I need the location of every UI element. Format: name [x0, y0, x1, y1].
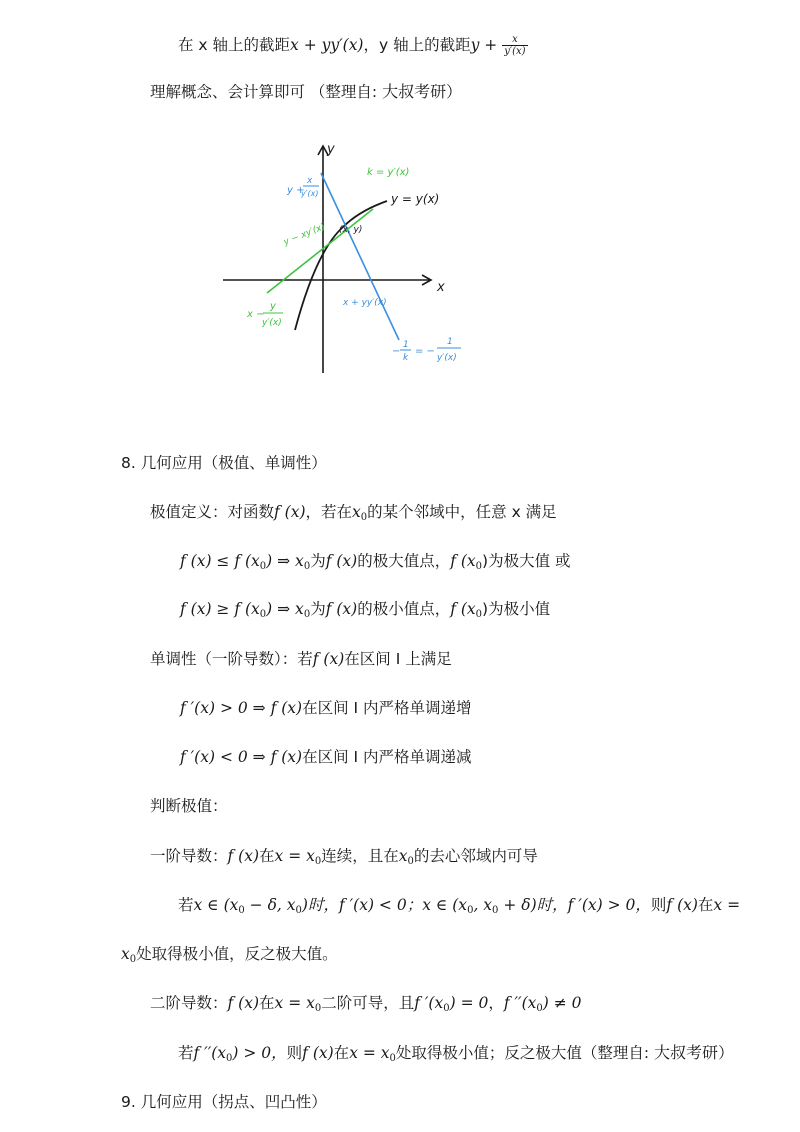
text: 连续，且在	[321, 847, 399, 865]
intercept-text-2: ，y 轴上的截距	[363, 36, 471, 54]
math: f (x	[450, 552, 476, 570]
math: ) ⇒ x	[266, 600, 304, 618]
math: f (x)	[274, 503, 306, 521]
math: x	[398, 847, 408, 865]
svg-text:x: x	[307, 176, 313, 186]
intercept-text: 在 x 轴上的截距	[178, 36, 291, 54]
text: 在区间 I 上满足	[344, 650, 452, 668]
x-intercept-t-label: x −	[247, 309, 265, 320]
first-derivative-condition	[178, 894, 740, 922]
second-derivative-condition	[178, 1042, 734, 1070]
subscript: 0	[303, 609, 311, 620]
point-label: (x, y)	[339, 225, 363, 235]
section-9-heading: 9. 几何应用（拐点、凹凸性）	[121, 1093, 327, 1111]
y-intercept-n-label: y +	[287, 185, 305, 196]
subscript: 0	[226, 1053, 233, 1064]
math: , x	[473, 896, 493, 914]
subscript: 0	[314, 1003, 322, 1014]
math: ) > 0，	[232, 1044, 287, 1062]
subscript: 0	[238, 905, 245, 916]
text: 在区间 I 内严格单调递增	[302, 699, 472, 717]
x-axis-label: x	[437, 280, 445, 295]
math: x	[121, 945, 130, 963]
math: f (x)	[325, 552, 358, 570]
text: 处取得极小值，反之极大值。	[136, 945, 338, 963]
extremum-definition	[150, 501, 557, 529]
text: 极值定义：对函数	[150, 503, 275, 521]
svg-text:−: −	[392, 346, 401, 357]
tangent-normal-figure	[215, 135, 485, 385]
decreasing-condition	[180, 746, 472, 768]
math: f (x)	[270, 699, 303, 717]
subscript: 0	[443, 1003, 450, 1014]
intercept-line	[178, 34, 528, 57]
minimum-condition	[180, 598, 550, 626]
text: 单调性（一阶导数）：若	[150, 650, 313, 668]
text: ，若在	[305, 503, 353, 521]
monotonicity-line	[150, 648, 452, 670]
text: 在区间 I 内严格单调递减	[302, 748, 472, 766]
math: f ′′(x	[503, 994, 537, 1012]
subscript: 0	[475, 561, 483, 572]
math: x	[352, 503, 361, 521]
x-intercept-expr: x + yy′(x)	[290, 36, 364, 54]
math: ) ≠ 0	[542, 994, 582, 1012]
text: 在	[259, 847, 275, 865]
subscript: 0	[314, 856, 322, 867]
x-intercept-n-label: x + yy′(x)	[343, 298, 387, 308]
math: x =	[713, 896, 741, 914]
math: ) ⇒ x	[266, 552, 304, 570]
normal-slope-label: k = y′(x)	[367, 167, 410, 178]
tangent-label: y − xy′(x)	[282, 222, 327, 248]
source-name: 大叔考研	[382, 82, 447, 101]
text: ，	[488, 994, 504, 1012]
math: f (x)	[227, 994, 260, 1012]
text: 的某个邻域中，任意 x 满足	[367, 503, 557, 521]
text: 则	[286, 1044, 303, 1062]
svg-text:1: 1	[447, 337, 453, 347]
svg-text:y: y	[270, 301, 276, 312]
math: x = x	[349, 1044, 390, 1062]
subscript: 0	[259, 561, 267, 572]
text: 的极小值点，	[357, 600, 451, 618]
section-8-heading: 8. 几何应用（极值、单调性）	[121, 454, 327, 472]
math: f ′′(x	[193, 1044, 227, 1062]
math: f ′(x) > 0，	[567, 896, 651, 914]
svg-text:y′(x): y′(x)	[301, 189, 319, 198]
understand-line	[150, 81, 462, 103]
text: 在	[259, 994, 275, 1012]
text: )为极小值	[482, 600, 551, 618]
math: f (x)	[227, 847, 260, 865]
math: f ′(x	[414, 994, 444, 1012]
close-paren: ）	[446, 83, 462, 101]
svg-text:y′(x): y′(x)	[262, 318, 282, 328]
math: f (x)	[325, 600, 358, 618]
curve-y-of-x	[295, 201, 387, 330]
math: f (x) ≤ f (x	[180, 552, 260, 570]
math: f (x	[450, 600, 476, 618]
y-axis-label: y	[327, 142, 335, 157]
math: f ′(x) < 0 ⇒	[180, 748, 271, 766]
math: f (x)	[302, 1044, 334, 1062]
svg-text:k: k	[403, 353, 409, 363]
subscript: 0	[295, 905, 302, 916]
math: + δ)时，	[498, 896, 568, 914]
math: f ′(x) < 0；x ∈ (x	[338, 896, 468, 914]
first-derivative-condition-2	[121, 943, 338, 971]
subscript: 0	[303, 561, 311, 572]
source-name: 大叔考研	[654, 1043, 719, 1062]
text: 在	[697, 896, 714, 914]
math: f (x)	[666, 896, 698, 914]
y-intercept-expr: y +	[470, 36, 503, 54]
math: f ′(x) > 0 ⇒	[180, 699, 271, 717]
text: 在	[333, 1044, 350, 1062]
text: 若	[178, 896, 194, 914]
text: 处取得极小值；反之极大值（整理自:	[395, 1044, 655, 1062]
text: 一阶导数：	[150, 847, 228, 865]
math: f (x)	[270, 748, 303, 766]
text: 为	[310, 552, 326, 570]
text: 为	[310, 600, 326, 618]
judge-extremum: 判断极值：	[150, 797, 228, 815]
first-derivative-test	[150, 845, 538, 873]
math: ) = 0	[449, 994, 489, 1012]
math: − δ, x	[244, 896, 296, 914]
curve-label: y = y(x)	[391, 192, 440, 206]
svg-text:= −: = −	[415, 346, 435, 357]
text: )为极大值 或	[482, 552, 571, 570]
math: x = x	[274, 994, 315, 1012]
subscript: 0	[536, 1003, 543, 1014]
understand-text: 理解概念、会计算即可 （整理自:	[150, 83, 383, 101]
subscript: 0	[475, 609, 483, 620]
maximum-condition	[180, 550, 571, 578]
increasing-condition	[180, 697, 472, 719]
math: f (x) ≥ f (x	[180, 600, 260, 618]
subscript: 0	[360, 512, 368, 523]
svg-text:1: 1	[403, 340, 409, 350]
slope-relation	[392, 337, 461, 363]
subscript: 0	[492, 905, 499, 916]
close-paren: ）	[718, 1044, 734, 1062]
math: x = x	[274, 847, 315, 865]
second-derivative-test	[150, 992, 582, 1020]
math: x ∈ (x	[193, 896, 239, 914]
subscript: 0	[259, 609, 267, 620]
text: 的极大值点，	[357, 552, 451, 570]
text: 二阶可导，且	[321, 994, 415, 1012]
svg-text:y′(x): y′(x)	[437, 353, 457, 363]
text: 若	[178, 1044, 194, 1062]
subscript: 0	[129, 954, 137, 965]
text: 则	[650, 896, 667, 914]
math: )时，	[301, 896, 339, 914]
y-intercept-fraction: $\frac{x}{y'(x)}$	[504, 34, 526, 57]
math: f (x)	[312, 650, 345, 668]
text: 的去心邻域内可导	[413, 847, 538, 865]
text: 二阶导数：	[150, 994, 228, 1012]
subscript: 0	[389, 1053, 396, 1064]
subscript: 0	[467, 905, 474, 916]
subscript: 0	[407, 856, 414, 867]
normal-line	[321, 173, 399, 340]
